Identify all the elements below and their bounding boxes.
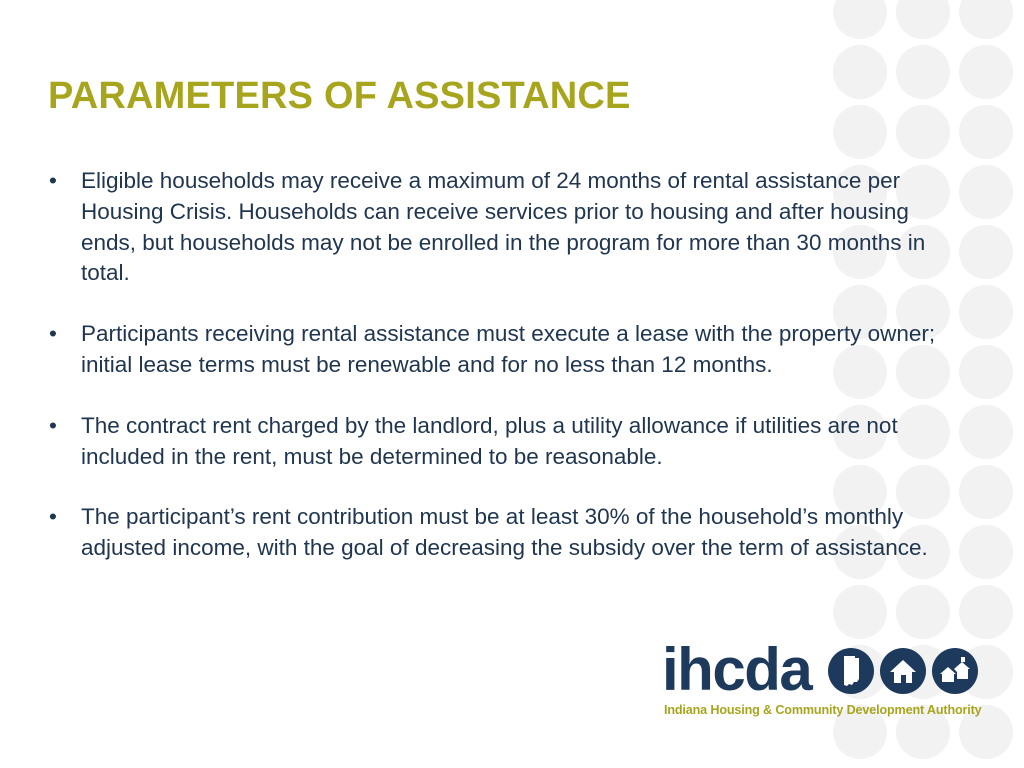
community-icon bbox=[932, 648, 978, 694]
background-dot bbox=[959, 285, 1013, 339]
background-dot bbox=[959, 165, 1013, 219]
bullet-text: The contract rent charged by the landlord, plus a utility allowance if utilities are not included in the rent, must be determined to be reasonable. bbox=[81, 412, 898, 469]
slide-title: PARAMETERS OF ASSISTANCE bbox=[48, 75, 631, 117]
background-dot bbox=[833, 0, 887, 39]
bullet-marker: • bbox=[49, 168, 57, 193]
bullet-marker: • bbox=[49, 412, 57, 438]
bullet-text: The participant’s rent contribution must be at least 30% of the household’s monthly adjusted income, with the goal of decreasing the subsidy over the term of assistance. bbox=[81, 504, 928, 561]
background-dot bbox=[959, 465, 1013, 519]
background-dot bbox=[896, 0, 950, 39]
background-dot bbox=[896, 45, 950, 99]
bullet-item bbox=[46, 166, 966, 289]
bullet-list bbox=[46, 166, 966, 594]
background-dot bbox=[959, 345, 1013, 399]
house-icon bbox=[880, 648, 926, 694]
background-dot bbox=[833, 45, 887, 99]
background-dot bbox=[959, 105, 1013, 159]
logo-tagline: Indiana Housing & Community Development Authority bbox=[664, 703, 982, 717]
bullet-text: Participants receiving rental assistance must execute a lease with the property owner; initial lease terms must be renewable and for no less than 12 months. bbox=[81, 321, 936, 377]
background-dot bbox=[959, 225, 1013, 279]
indiana-state-icon bbox=[828, 648, 874, 694]
background-dot bbox=[896, 105, 950, 159]
background-dot bbox=[959, 0, 1013, 39]
bullet-marker: • bbox=[49, 321, 57, 347]
bullet-marker: • bbox=[49, 504, 57, 530]
bullet-item bbox=[46, 502, 966, 564]
bullet-text: Eligible households may receive a maximum of 24 months of rental assistance per Housing Crisis. Households can receive services prior to housing and after housing ends, but households may not be enrolled in the program for more than 30 months in total. bbox=[81, 168, 926, 286]
logo-wordmark: ihcda bbox=[662, 636, 812, 703]
background-dot bbox=[833, 105, 887, 159]
bullet-item bbox=[46, 411, 966, 473]
ihcda-logo bbox=[662, 636, 982, 725]
background-dot bbox=[959, 525, 1013, 579]
background-dot bbox=[959, 45, 1013, 99]
logo-icons bbox=[828, 648, 978, 694]
background-dot bbox=[959, 405, 1013, 459]
background-dot bbox=[959, 585, 1013, 639]
bullet-item bbox=[46, 319, 966, 381]
